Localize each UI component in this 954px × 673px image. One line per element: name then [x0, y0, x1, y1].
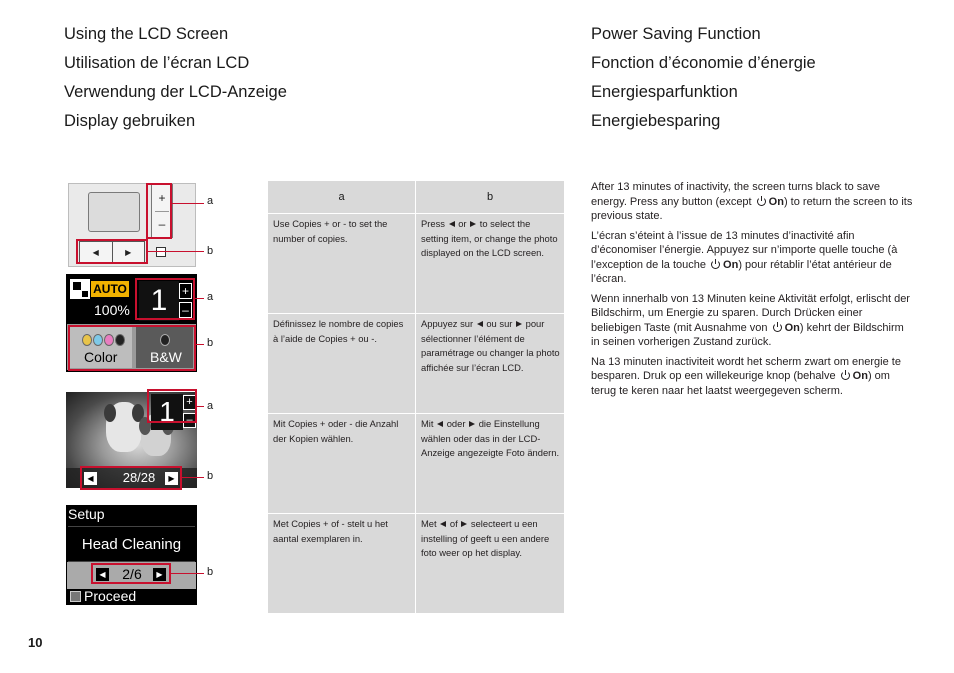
- callout-box-a1: [146, 183, 172, 239]
- callout-label-b: b: [207, 337, 214, 349]
- left-arrow-icon: [477, 321, 483, 327]
- zoom-icon: [70, 279, 90, 299]
- power-icon: [757, 196, 767, 206]
- left-arrow-icon: [449, 221, 455, 227]
- left-arrow-icon: [440, 521, 446, 527]
- right-arrow-icon: [469, 421, 475, 427]
- callout-label-a: a: [207, 291, 214, 303]
- callout-box-a2: [135, 278, 195, 320]
- power-icon: [773, 322, 783, 332]
- plus-icon: +: [179, 283, 192, 299]
- callout-label-b: b: [207, 245, 214, 257]
- left-arrow-icon: ◀: [92, 247, 99, 257]
- callout-box-a3: [147, 389, 197, 423]
- callout-label-a: a: [207, 195, 214, 207]
- callout-label-b: b: [207, 470, 214, 482]
- heading-lcd-fr: Utilisation de l’écran LCD: [64, 54, 250, 72]
- table-cell: Définissez le nombre de copies à l’aide de Copies + ou -.: [273, 318, 404, 344]
- right-arrow-icon: [461, 521, 467, 527]
- left-headings: [64, 20, 287, 136]
- heading-lcd-en: Using the LCD Screen: [64, 25, 229, 43]
- callout-box-b2: [68, 325, 196, 371]
- table-header-b: b: [486, 191, 494, 203]
- photo-counter: 28/28: [122, 470, 156, 485]
- color-label: Color: [84, 349, 118, 365]
- page-number: 10: [28, 635, 43, 650]
- plus-icon: +: [183, 395, 196, 410]
- callout-box-b1: [76, 239, 148, 264]
- minus-icon: –: [183, 413, 196, 428]
- left-arrow-icon: ◀: [84, 472, 97, 485]
- power-icon: [711, 259, 721, 269]
- right-headings: [591, 20, 816, 136]
- callout-box-b4: [91, 563, 171, 584]
- table-cell: Met of selecteert u een instelling of geeft u een andere foto weer op het display.: [421, 518, 550, 558]
- heading-lcd-nl: Display gebruiken: [64, 112, 196, 130]
- heading-power-en: Power Saving Function: [591, 25, 761, 43]
- power-saving-paragraph-nl: Na 13 minuten inactiviteit wordt het scherm zwart om energie te besparen. Druk op een willekeurige knop (behalve On) om terug te keren naar het laatst weergegeven scherm.: [591, 355, 901, 397]
- right-arrow-icon: ▶: [112, 242, 145, 262]
- setup-mode: Head Cleaning: [68, 526, 195, 562]
- minus-icon: –: [158, 217, 166, 231]
- table-cell: Mit oder die Einstellung wählen oder das in der LCD-Anzeige angezeigte Foto ändern.: [421, 418, 560, 458]
- right-arrow-icon: ▶: [165, 472, 178, 485]
- power-saving-paragraph-en: After 13 minutes of inactivity, the screen turns black to save energy. Press any button (except On) to return the screen to its previous state.: [591, 181, 913, 222]
- left-arrow-icon: ◀: [96, 568, 109, 581]
- auto-badge: AUTO: [91, 281, 129, 297]
- power-saving-paragraph-de: Wenn innerhalb von 13 Minuten keine Aktivität erfolgt, erlischt der Bildschirm, um Energie zu sparen. Durch Drücken einer beliebigen Taste (mit Ausnahme von On) kehrt der Bildschirm in seinen vorherigen Zustand zurück.: [591, 292, 910, 348]
- power-saving-paragraph-fr: L’écran s’éteint à l’issue de 13 minutes d’inactivité afin d’économiser l’énergie. Appuyez sur n’importe quelle touche (à l’exception de la touche On) pour rétablir l’état antérieur de l’écran.: [591, 229, 898, 285]
- heading-power-fr: Fonction d’économie d’énergie: [591, 54, 816, 72]
- zoom-value: 100%: [94, 302, 130, 318]
- minus-icon: –: [179, 302, 192, 318]
- setup-page: 2/6: [122, 566, 142, 582]
- button-function-table: [268, 181, 564, 613]
- heading-power-nl: Energiebesparing: [591, 112, 721, 130]
- right-arrow-icon: [516, 321, 522, 327]
- callout-box-b3: [80, 466, 182, 490]
- right-arrow-icon: ▶: [153, 568, 166, 581]
- callout-label-b: b: [207, 566, 214, 578]
- plus-icon: +: [158, 191, 166, 205]
- ok-diamond-icon: [70, 591, 81, 602]
- power-icon: [841, 370, 851, 380]
- heading-power-de: Energiesparfunktion: [591, 83, 738, 101]
- lcd-screen-blank: [88, 192, 140, 232]
- setup-title: Setup: [68, 506, 105, 522]
- table-cell: Press or to select the setting item, or change the photo displayed on the LCD screen.: [421, 218, 558, 258]
- table-header-a: a: [338, 191, 345, 203]
- stop-icon: [156, 247, 166, 257]
- table-cell: Appuyez sur ou sur pour sélectionner l’élément de paramétrage ou changer la photo affichée sur l’écran LCD.: [421, 318, 560, 373]
- right-arrow-icon: [470, 221, 476, 227]
- table-cell: Mit Copies + oder - die Anzahl der Kopien wählen.: [273, 418, 399, 444]
- callout-label-a: a: [207, 400, 214, 412]
- copies-count: 1: [151, 394, 183, 430]
- table-cell: Use Copies + or - to set the number of copies.: [273, 218, 388, 244]
- setup-screen: [66, 505, 197, 605]
- heading-lcd-de: Verwendung der LCD-Anzeige: [64, 83, 287, 101]
- table-cell: Met Copies + of - stelt u het aantal exemplaren in.: [273, 518, 388, 544]
- proceed-label: Proceed: [84, 588, 137, 604]
- copies-count: 1: [139, 281, 179, 321]
- left-arrow-icon: [437, 421, 443, 427]
- power-saving-text: [591, 180, 915, 403]
- bw-label: B&W: [150, 349, 182, 365]
